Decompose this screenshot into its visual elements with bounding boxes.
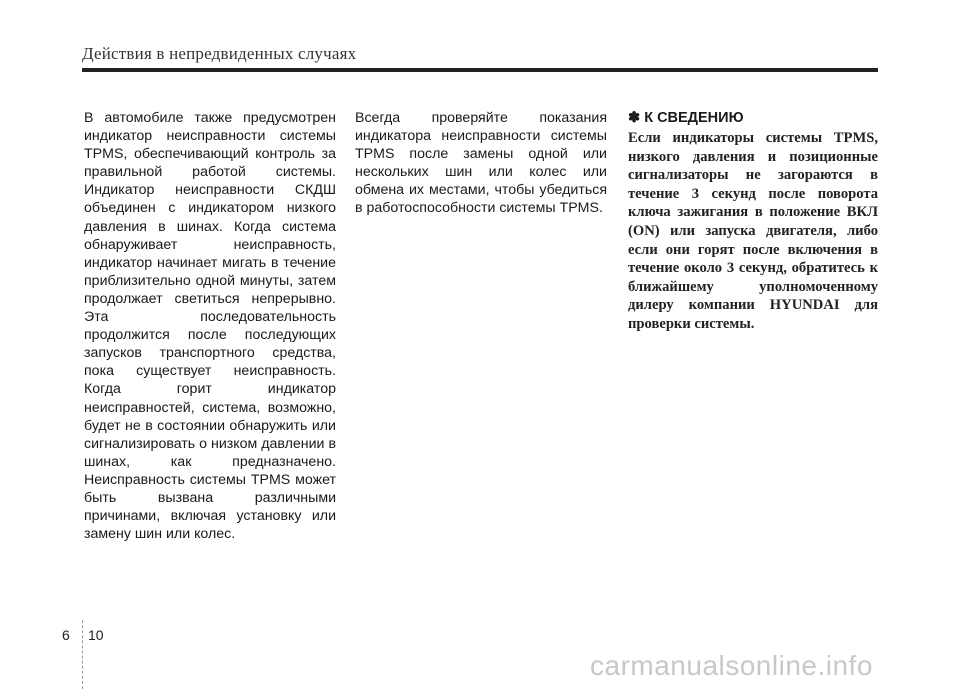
note-heading [628,109,878,127]
page-number: 10 [88,627,104,643]
watermark: carmanualsonline.info [590,650,873,681]
body-column-1: В автомобиле также предусмотрен индикатор неисправности системы TPMS, обеспечивающий контроль за правильной работой системы. Индикатор неисправности СКДШ объединен с индикатором низкого давления в шинах. Когда система обнаруживает неисправность, индикатор начинает мигать в течение приблизительно одной минуты, затем продолжает светиться непрерывно. Эта последовательность продолжится после последующих запусков транспортного средства, пока существует неисправность. Когда горит индикатор неисправностей, система, возможно, будет не в состоянии обнаружить или сигнализировать о низком давлении в шинах, как предназначено. Неисправность системы TPMS может быть вызвана различными причинами, включая установку или замену шин или колес. [84,110,336,543]
page-header-title: Действия в непредвиденных случаях [82,44,357,63]
note-asterisk-icon: ✽ [628,110,641,126]
section-number: 6 [62,627,70,643]
body-column-2: Всегда проверяйте показания индикатора неисправности системы TPMS после замены одной или нескольких шин или колес или обмена их местами, чтобы убедиться в работоспособности системы TPMS. [355,110,607,217]
note-body: Если индикаторы системы TPMS, низкого давления и позиционные сигнализаторы не загораются в течение 3 секунд после поворота ключа зажигания в положение ВКЛ (ON) или запуска двигателя, либо если они горят после включения в течение около 3 секунд, обратитесь к ближайшему уполномоченному дилеру компании HYUNDAI для проверки системы. [628,130,878,332]
footer-divider [82,620,83,689]
header-rule [82,68,878,72]
note-heading-text: К СВЕДЕНИЮ [644,110,744,126]
info-note [628,109,878,334]
